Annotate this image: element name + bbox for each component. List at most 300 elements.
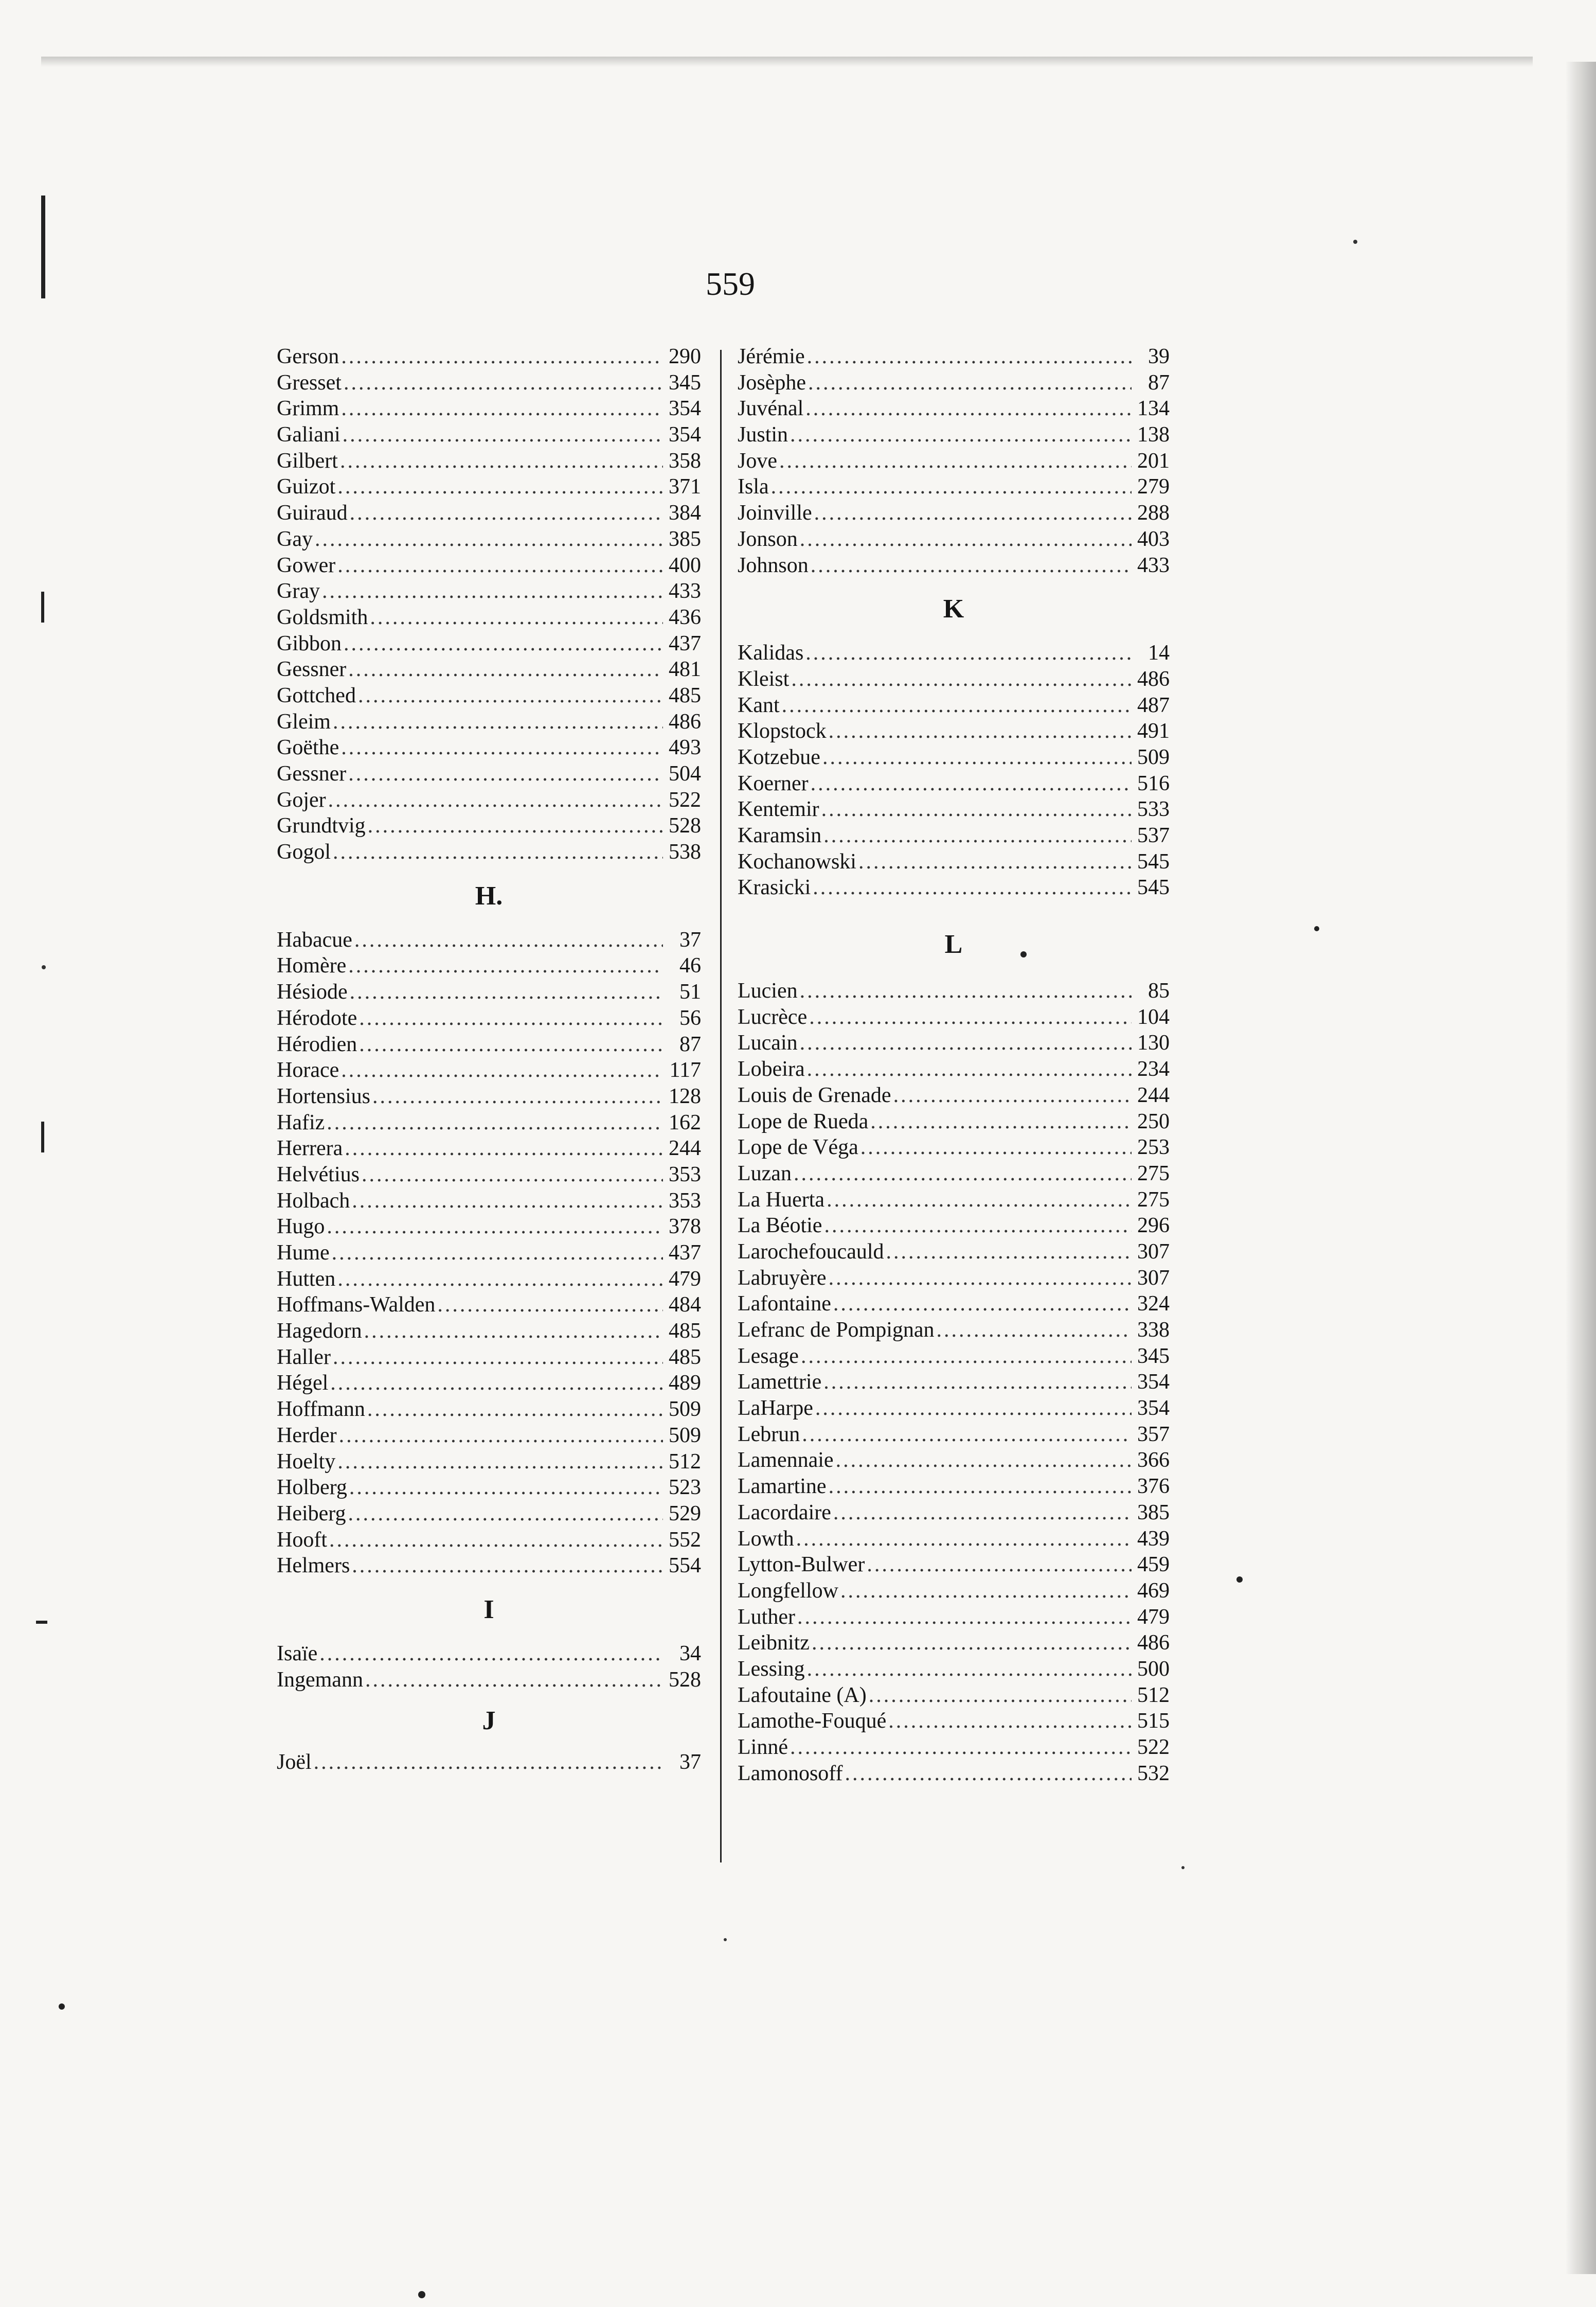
index-entry [738, 1004, 1170, 1031]
index-entry [738, 1604, 1170, 1630]
entry-name: Hutten [277, 1267, 336, 1291]
dot-leader [367, 1396, 663, 1422]
index-entry [738, 771, 1170, 797]
index-entry [738, 526, 1170, 553]
dot-leader [368, 813, 663, 839]
entry-name: Herder [277, 1423, 337, 1447]
entry-page-number: 509 [669, 1397, 701, 1422]
index-entry [738, 978, 1170, 1004]
dot-leader [352, 1188, 663, 1214]
index-entry [738, 1500, 1170, 1526]
entry-name: Hérodien [277, 1032, 357, 1056]
dot-leader [811, 771, 1132, 796]
dot-leader [343, 422, 663, 448]
entry-page-number: 512 [1137, 1683, 1170, 1707]
entry-name: Jérémie [738, 345, 805, 368]
entry-page-number: 433 [669, 579, 701, 604]
entry-name: Gleim [277, 709, 331, 734]
entry-page-number: 509 [1137, 745, 1170, 769]
index-entry [277, 1135, 701, 1162]
index-entry [277, 1370, 701, 1396]
index-entry [738, 1369, 1170, 1395]
entry-page-number: 486 [1137, 1631, 1170, 1655]
dot-leader [348, 953, 663, 979]
index-entry [277, 813, 701, 839]
entry-page-number: 34 [679, 1641, 701, 1665]
page-top-shadow [41, 57, 1533, 67]
entry-name: Karamsin [738, 824, 822, 847]
entry-page-number: 493 [669, 736, 701, 760]
entry-name: Lacordaire [738, 1500, 831, 1524]
index-entry [738, 422, 1170, 448]
entry-page-number: 523 [669, 1476, 701, 1500]
index-entry [738, 1734, 1170, 1761]
entry-page-number: 484 [669, 1293, 701, 1317]
dot-leader [344, 370, 663, 396]
section-heading-j: J [482, 1706, 496, 1736]
index-entry [277, 1188, 701, 1214]
entry-page-number: 481 [669, 658, 701, 682]
entry-name: Jonson [738, 527, 798, 551]
dot-leader [888, 1708, 1132, 1734]
section-j-entries [277, 1749, 701, 1776]
dot-leader [794, 1161, 1132, 1186]
entry-name: Lope de Véga [738, 1135, 858, 1160]
dot-leader [869, 1682, 1132, 1708]
entry-name: Haller [277, 1345, 331, 1369]
section-i-entries [277, 1641, 701, 1693]
entry-name: Isla [738, 475, 769, 499]
entry-page-number: 437 [669, 631, 701, 655]
index-entry [738, 875, 1170, 901]
dot-leader [833, 1500, 1132, 1525]
entry-name: Lamothe-Fouqué [738, 1709, 887, 1733]
dot-leader [339, 1423, 663, 1448]
dot-leader [823, 1369, 1132, 1395]
entry-name: Hortensius [277, 1084, 370, 1108]
dot-leader [332, 1240, 663, 1266]
entry-page-number: 552 [669, 1528, 701, 1552]
index-entry [738, 344, 1170, 370]
dot-leader [337, 474, 663, 500]
index-entry [738, 1213, 1170, 1239]
entry-name: Luzan [738, 1161, 792, 1185]
dot-leader [330, 1370, 663, 1396]
entry-name: Jove [738, 449, 777, 473]
entry-name: Gessner [277, 762, 347, 786]
entry-page-number: 14 [1148, 641, 1170, 665]
index-entry [738, 1082, 1170, 1109]
entry-name: Lebrun [738, 1422, 800, 1446]
index-entry [277, 656, 701, 683]
entry-name: Lafontaine [738, 1292, 831, 1316]
index-entry [277, 422, 701, 448]
dot-leader [319, 1641, 663, 1666]
index-entry [738, 1708, 1170, 1734]
dot-leader [836, 1447, 1132, 1473]
entry-name: Isaïe [277, 1641, 318, 1665]
entry-name: Hagedorn [277, 1319, 362, 1343]
dot-leader [365, 1667, 663, 1693]
index-entry [277, 1396, 701, 1423]
index-entry [738, 370, 1170, 396]
entry-page-number: 345 [1137, 1344, 1170, 1368]
index-entry [277, 709, 701, 735]
entry-name: Kochanowski [738, 849, 856, 874]
entry-name: Homère [277, 954, 347, 978]
dot-leader [337, 1266, 663, 1292]
dot-leader [327, 1110, 663, 1135]
entry-page-number: 358 [669, 449, 701, 473]
entry-name: Lobeira [738, 1057, 805, 1081]
index-entry [738, 1395, 1170, 1422]
dot-leader [801, 1343, 1132, 1369]
dot-leader [805, 396, 1132, 421]
entry-name: Holbach [277, 1188, 350, 1213]
index-entry [277, 1475, 701, 1501]
entry-page-number: 504 [669, 762, 701, 786]
entry-page-number: 522 [1137, 1735, 1170, 1759]
page-number: 559 [706, 265, 755, 302]
index-entry [277, 1292, 701, 1318]
entry-name: Helmers [277, 1554, 350, 1578]
entry-name: Gray [277, 579, 320, 604]
entry-name: Hafiz [277, 1110, 325, 1134]
dot-leader [870, 1109, 1132, 1134]
entry-name: Habacue [277, 928, 352, 952]
index-entry [277, 1667, 701, 1693]
dot-leader [352, 1553, 663, 1578]
entry-name: Grundtvig [277, 814, 366, 838]
dot-leader [350, 979, 663, 1005]
entry-name: Helvétius [277, 1162, 360, 1186]
dot-leader [809, 1004, 1132, 1030]
entry-name: Galiani [277, 423, 340, 447]
dot-leader [341, 344, 663, 369]
entry-page-number: 371 [669, 475, 701, 499]
index-entry [277, 370, 701, 396]
entry-page-number: 500 [1137, 1657, 1170, 1681]
index-entry [738, 1291, 1170, 1317]
index-entry [738, 1630, 1170, 1656]
entry-name: Luther [738, 1605, 795, 1629]
entry-page-number: 485 [669, 683, 701, 707]
entry-page-number: 376 [1137, 1475, 1170, 1499]
dot-leader [797, 1604, 1132, 1630]
entry-page-number: 378 [669, 1215, 701, 1239]
index-entry [738, 823, 1170, 849]
entry-name: Josèphe [738, 370, 806, 395]
dot-leader [349, 1475, 663, 1500]
entry-page-number: 485 [669, 1345, 701, 1369]
dot-leader [821, 796, 1132, 822]
index-entry [738, 1134, 1170, 1161]
index-entry [738, 744, 1170, 771]
index-entry [738, 1317, 1170, 1343]
dot-leader [329, 1527, 663, 1553]
section-h-entries [277, 927, 701, 1579]
dot-leader [824, 1213, 1132, 1238]
index-entry [277, 1527, 701, 1553]
index-entry [738, 1656, 1170, 1682]
entry-page-number: 479 [1137, 1605, 1170, 1629]
entry-name: Guizot [277, 475, 336, 499]
index-entry [277, 500, 701, 526]
dot-leader [800, 978, 1132, 1004]
index-entry [738, 1239, 1170, 1265]
dot-leader [815, 1395, 1132, 1421]
dot-leader [327, 1214, 663, 1239]
entry-page-number: 288 [1137, 501, 1170, 525]
index-entry [738, 1109, 1170, 1135]
section-j-continued-entries [738, 344, 1170, 578]
index-entry [738, 849, 1170, 875]
entry-page-number: 130 [1137, 1031, 1170, 1055]
entry-page-number: 516 [1137, 771, 1170, 795]
entry-name: Horace [277, 1058, 339, 1082]
entry-name: Lucien [738, 979, 798, 1003]
index-entry [738, 474, 1170, 500]
entry-page-number: 491 [1137, 719, 1170, 743]
dot-leader [840, 1578, 1132, 1604]
entry-page-number: 253 [1137, 1135, 1170, 1160]
index-entry [738, 1761, 1170, 1787]
entry-name: Krasicki [738, 876, 811, 900]
entry-page-number: 290 [669, 345, 701, 368]
entry-page-number: 469 [1137, 1578, 1170, 1603]
entry-page-number: 307 [1137, 1239, 1170, 1264]
index-entry [277, 344, 701, 370]
entry-page-number: 459 [1137, 1553, 1170, 1577]
index-entry [738, 500, 1170, 526]
dot-leader [779, 448, 1132, 474]
entry-name: Gresset [277, 370, 342, 395]
dot-leader [829, 1474, 1132, 1499]
section-k-entries [738, 640, 1170, 901]
entry-page-number: 485 [669, 1319, 701, 1343]
dot-leader [790, 1734, 1132, 1760]
entry-name: Koerner [738, 771, 809, 795]
dot-leader [860, 1134, 1132, 1160]
entry-page-number: 545 [1137, 849, 1170, 874]
index-entry [277, 526, 701, 553]
entry-page-number: 385 [1137, 1500, 1170, 1524]
entry-name: Gilbert [277, 449, 338, 473]
dot-leader [782, 693, 1132, 718]
section-heading-i: I [483, 1594, 494, 1624]
index-entry [277, 605, 701, 631]
dot-leader [364, 1318, 663, 1344]
entry-page-number: 538 [669, 840, 701, 864]
dot-leader [437, 1292, 663, 1318]
entry-name: Lope de Rueda [738, 1109, 869, 1133]
index-entry [277, 1005, 701, 1032]
index-entry [738, 553, 1170, 579]
entry-page-number: 385 [669, 527, 701, 551]
entry-name: Lowth [738, 1527, 794, 1551]
index-entry [277, 1641, 701, 1667]
entry-name: Goëthe [277, 736, 339, 760]
entry-page-number: 433 [1137, 553, 1170, 577]
index-entry [277, 1266, 701, 1292]
dot-leader [833, 1291, 1132, 1317]
entry-page-number: 117 [669, 1058, 701, 1082]
entry-page-number: 357 [1137, 1422, 1170, 1446]
entry-page-number: 51 [679, 980, 701, 1004]
dot-leader [800, 526, 1132, 552]
entry-name: Gottched [277, 683, 356, 707]
entry-page-number: 354 [1137, 1396, 1170, 1421]
entry-page-number: 437 [669, 1241, 701, 1265]
entry-name: Herrera [277, 1137, 343, 1161]
dot-leader [813, 875, 1132, 900]
dot-leader [340, 448, 663, 474]
dot-leader [791, 666, 1132, 692]
entry-page-number: 366 [1137, 1448, 1170, 1472]
entry-name: Holberg [277, 1476, 347, 1500]
entry-name: Lesage [738, 1344, 799, 1368]
index-entry [277, 1084, 701, 1110]
entry-name: Hésiode [277, 980, 348, 1004]
entry-name: Gojer [277, 788, 326, 812]
entry-page-number: 509 [669, 1423, 701, 1447]
dot-leader [348, 761, 663, 787]
entry-page-number: 345 [669, 370, 701, 395]
entry-name: Joinville [738, 501, 812, 525]
entry-page-number: 479 [669, 1267, 701, 1291]
dot-leader [333, 709, 663, 735]
entry-page-number: 279 [1137, 475, 1170, 499]
dot-leader [362, 1162, 663, 1187]
entry-page-number: 39 [1148, 345, 1170, 368]
index-entry [738, 666, 1170, 693]
entry-name: Hoffmann [277, 1397, 365, 1422]
entry-page-number: 353 [669, 1188, 701, 1213]
index-left-column [277, 344, 701, 1776]
dot-leader [337, 553, 663, 578]
entry-page-number: 554 [669, 1554, 701, 1578]
index-entry [738, 1187, 1170, 1213]
section-g-entries [277, 344, 701, 865]
entry-name: Gay [277, 527, 313, 551]
index-entry [738, 796, 1170, 823]
index-entry [738, 1526, 1170, 1552]
entry-name: Kant [738, 693, 780, 717]
section-heading-k: K [943, 594, 964, 624]
index-entry [277, 1553, 701, 1579]
index-entry [277, 1162, 701, 1188]
entry-name: Lucain [738, 1031, 798, 1055]
dot-leader [805, 640, 1132, 666]
dot-leader [341, 396, 663, 421]
entry-page-number: 85 [1148, 979, 1170, 1003]
entry-name: Kentemir [738, 797, 819, 822]
index-entry [277, 979, 701, 1005]
dot-leader [800, 1030, 1132, 1056]
entry-page-number: 234 [1137, 1057, 1170, 1081]
entry-page-number: 384 [669, 501, 701, 525]
index-entry [277, 1214, 701, 1240]
dot-leader [359, 1005, 663, 1031]
dot-leader [811, 553, 1132, 578]
page-right-shadow [1565, 62, 1596, 2274]
entry-name: Longfellow [738, 1578, 838, 1603]
dot-leader [370, 605, 663, 630]
entry-name: Gibbon [277, 631, 342, 655]
entry-name: Hooft [277, 1528, 327, 1552]
entry-name: Hoffmans-Walden [277, 1293, 436, 1317]
entry-page-number: 87 [679, 1032, 701, 1056]
index-entry [738, 1030, 1170, 1056]
entry-page-number: 244 [669, 1137, 701, 1161]
index-entry [738, 1056, 1170, 1082]
entry-name: Labruyère [738, 1266, 827, 1290]
entry-page-number: 138 [1137, 423, 1170, 447]
index-entry [738, 1474, 1170, 1500]
index-entry [277, 1032, 701, 1058]
dot-leader [829, 1265, 1132, 1291]
dot-leader [771, 474, 1132, 500]
index-entry [277, 1749, 701, 1776]
index-entry [738, 1682, 1170, 1709]
entry-name: Hugo [277, 1215, 325, 1239]
entry-page-number: 56 [679, 1006, 701, 1030]
entry-name: Lamennaie [738, 1448, 834, 1472]
entry-page-number: 128 [669, 1084, 701, 1108]
entry-name: Gogol [277, 840, 331, 864]
entry-name: Leibnitz [738, 1631, 810, 1655]
entry-page-number: 486 [669, 709, 701, 734]
index-entry [277, 953, 701, 979]
dot-leader [807, 344, 1132, 369]
dot-leader [893, 1082, 1132, 1108]
dot-leader [796, 1526, 1132, 1552]
index-entry [277, 1423, 701, 1449]
entry-page-number: 529 [669, 1501, 701, 1525]
index-entry [738, 1552, 1170, 1578]
entry-name: Lamettrie [738, 1370, 822, 1394]
index-entry [277, 1344, 701, 1371]
dot-leader [845, 1761, 1132, 1786]
index-right-column [738, 344, 1170, 1786]
entry-page-number: 162 [669, 1110, 701, 1134]
entry-name: Louis de Grenade [738, 1083, 891, 1107]
entry-page-number: 528 [669, 814, 701, 838]
entry-name: Justin [738, 423, 788, 447]
dot-leader [315, 526, 663, 552]
entry-name: Lafoutaine (A) [738, 1683, 867, 1707]
section-heading-l: L [944, 930, 963, 960]
dot-leader [341, 735, 663, 760]
entry-page-number: 37 [679, 928, 701, 952]
entry-name: Ingemann [277, 1667, 363, 1692]
entry-name: Goldsmith [277, 605, 368, 629]
index-entry [738, 693, 1170, 719]
dot-leader [372, 1084, 663, 1109]
index-entry [277, 474, 701, 500]
entry-page-number: 46 [679, 954, 701, 978]
entry-page-number: 400 [669, 553, 701, 577]
entry-name: Joël [277, 1750, 312, 1774]
index-entry [277, 578, 701, 605]
index-entry [277, 1449, 701, 1475]
entry-page-number: 403 [1137, 527, 1170, 551]
entry-page-number: 537 [1137, 824, 1170, 847]
entry-name: Lucrèce [738, 1005, 808, 1029]
entry-name: Lefranc de Pompignan [738, 1318, 935, 1342]
entry-page-number: 354 [1137, 1370, 1170, 1394]
entry-page-number: 533 [1137, 797, 1170, 822]
